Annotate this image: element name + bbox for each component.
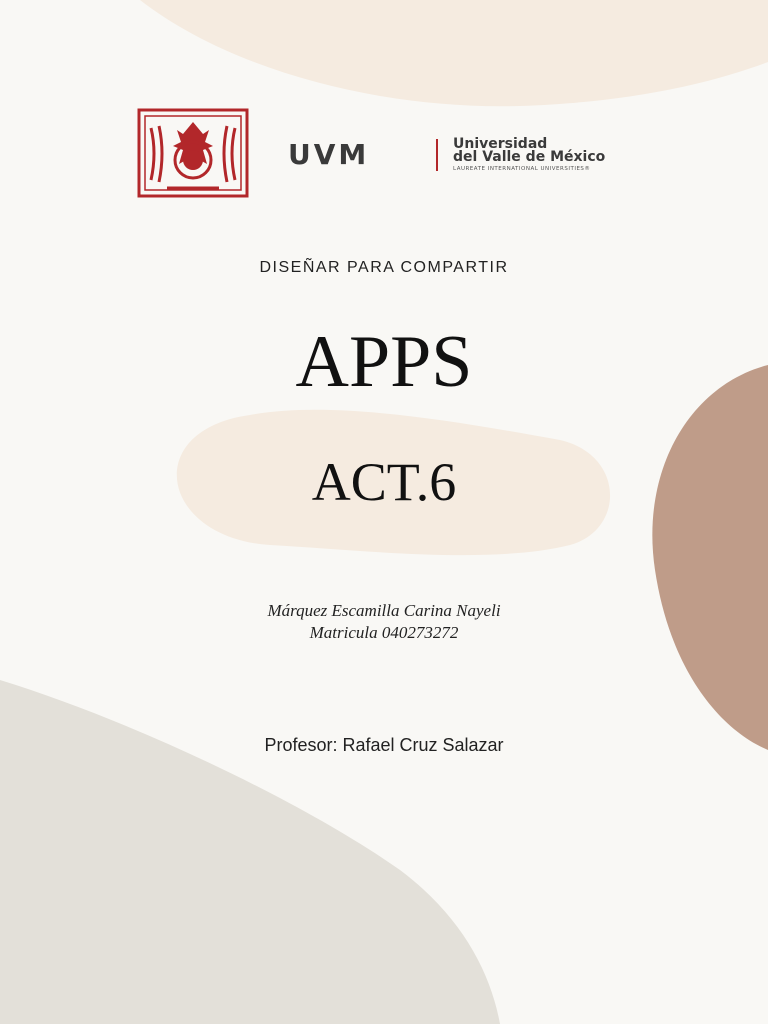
student-id: Matricula 040273272	[309, 623, 459, 642]
uvm-logo	[288, 133, 628, 179]
logo-divider	[436, 139, 438, 171]
professor-name: Profesor: Rafael Cruz Salazar	[264, 735, 504, 755]
university-name-line1: Universidad	[453, 136, 548, 152]
activity-label: ACT.6	[311, 452, 457, 512]
top-beige-blob	[140, 0, 768, 106]
university-name-line2: del Valle de México	[453, 149, 606, 165]
student-name: Márquez Escamilla Carina Nayeli	[267, 601, 501, 620]
right-rose-blob	[652, 365, 768, 750]
university-tagline: LAUREATE INTERNATIONAL UNIVERSITIES®	[453, 166, 591, 172]
course-subtitle: DISEÑAR PARA COMPARTIR	[259, 259, 509, 276]
page-title: APPS	[295, 321, 473, 403]
bottom-grey-blob	[0, 680, 500, 1024]
uvm-wordmark: UVM	[288, 138, 370, 171]
university-seal-logo	[137, 108, 249, 198]
